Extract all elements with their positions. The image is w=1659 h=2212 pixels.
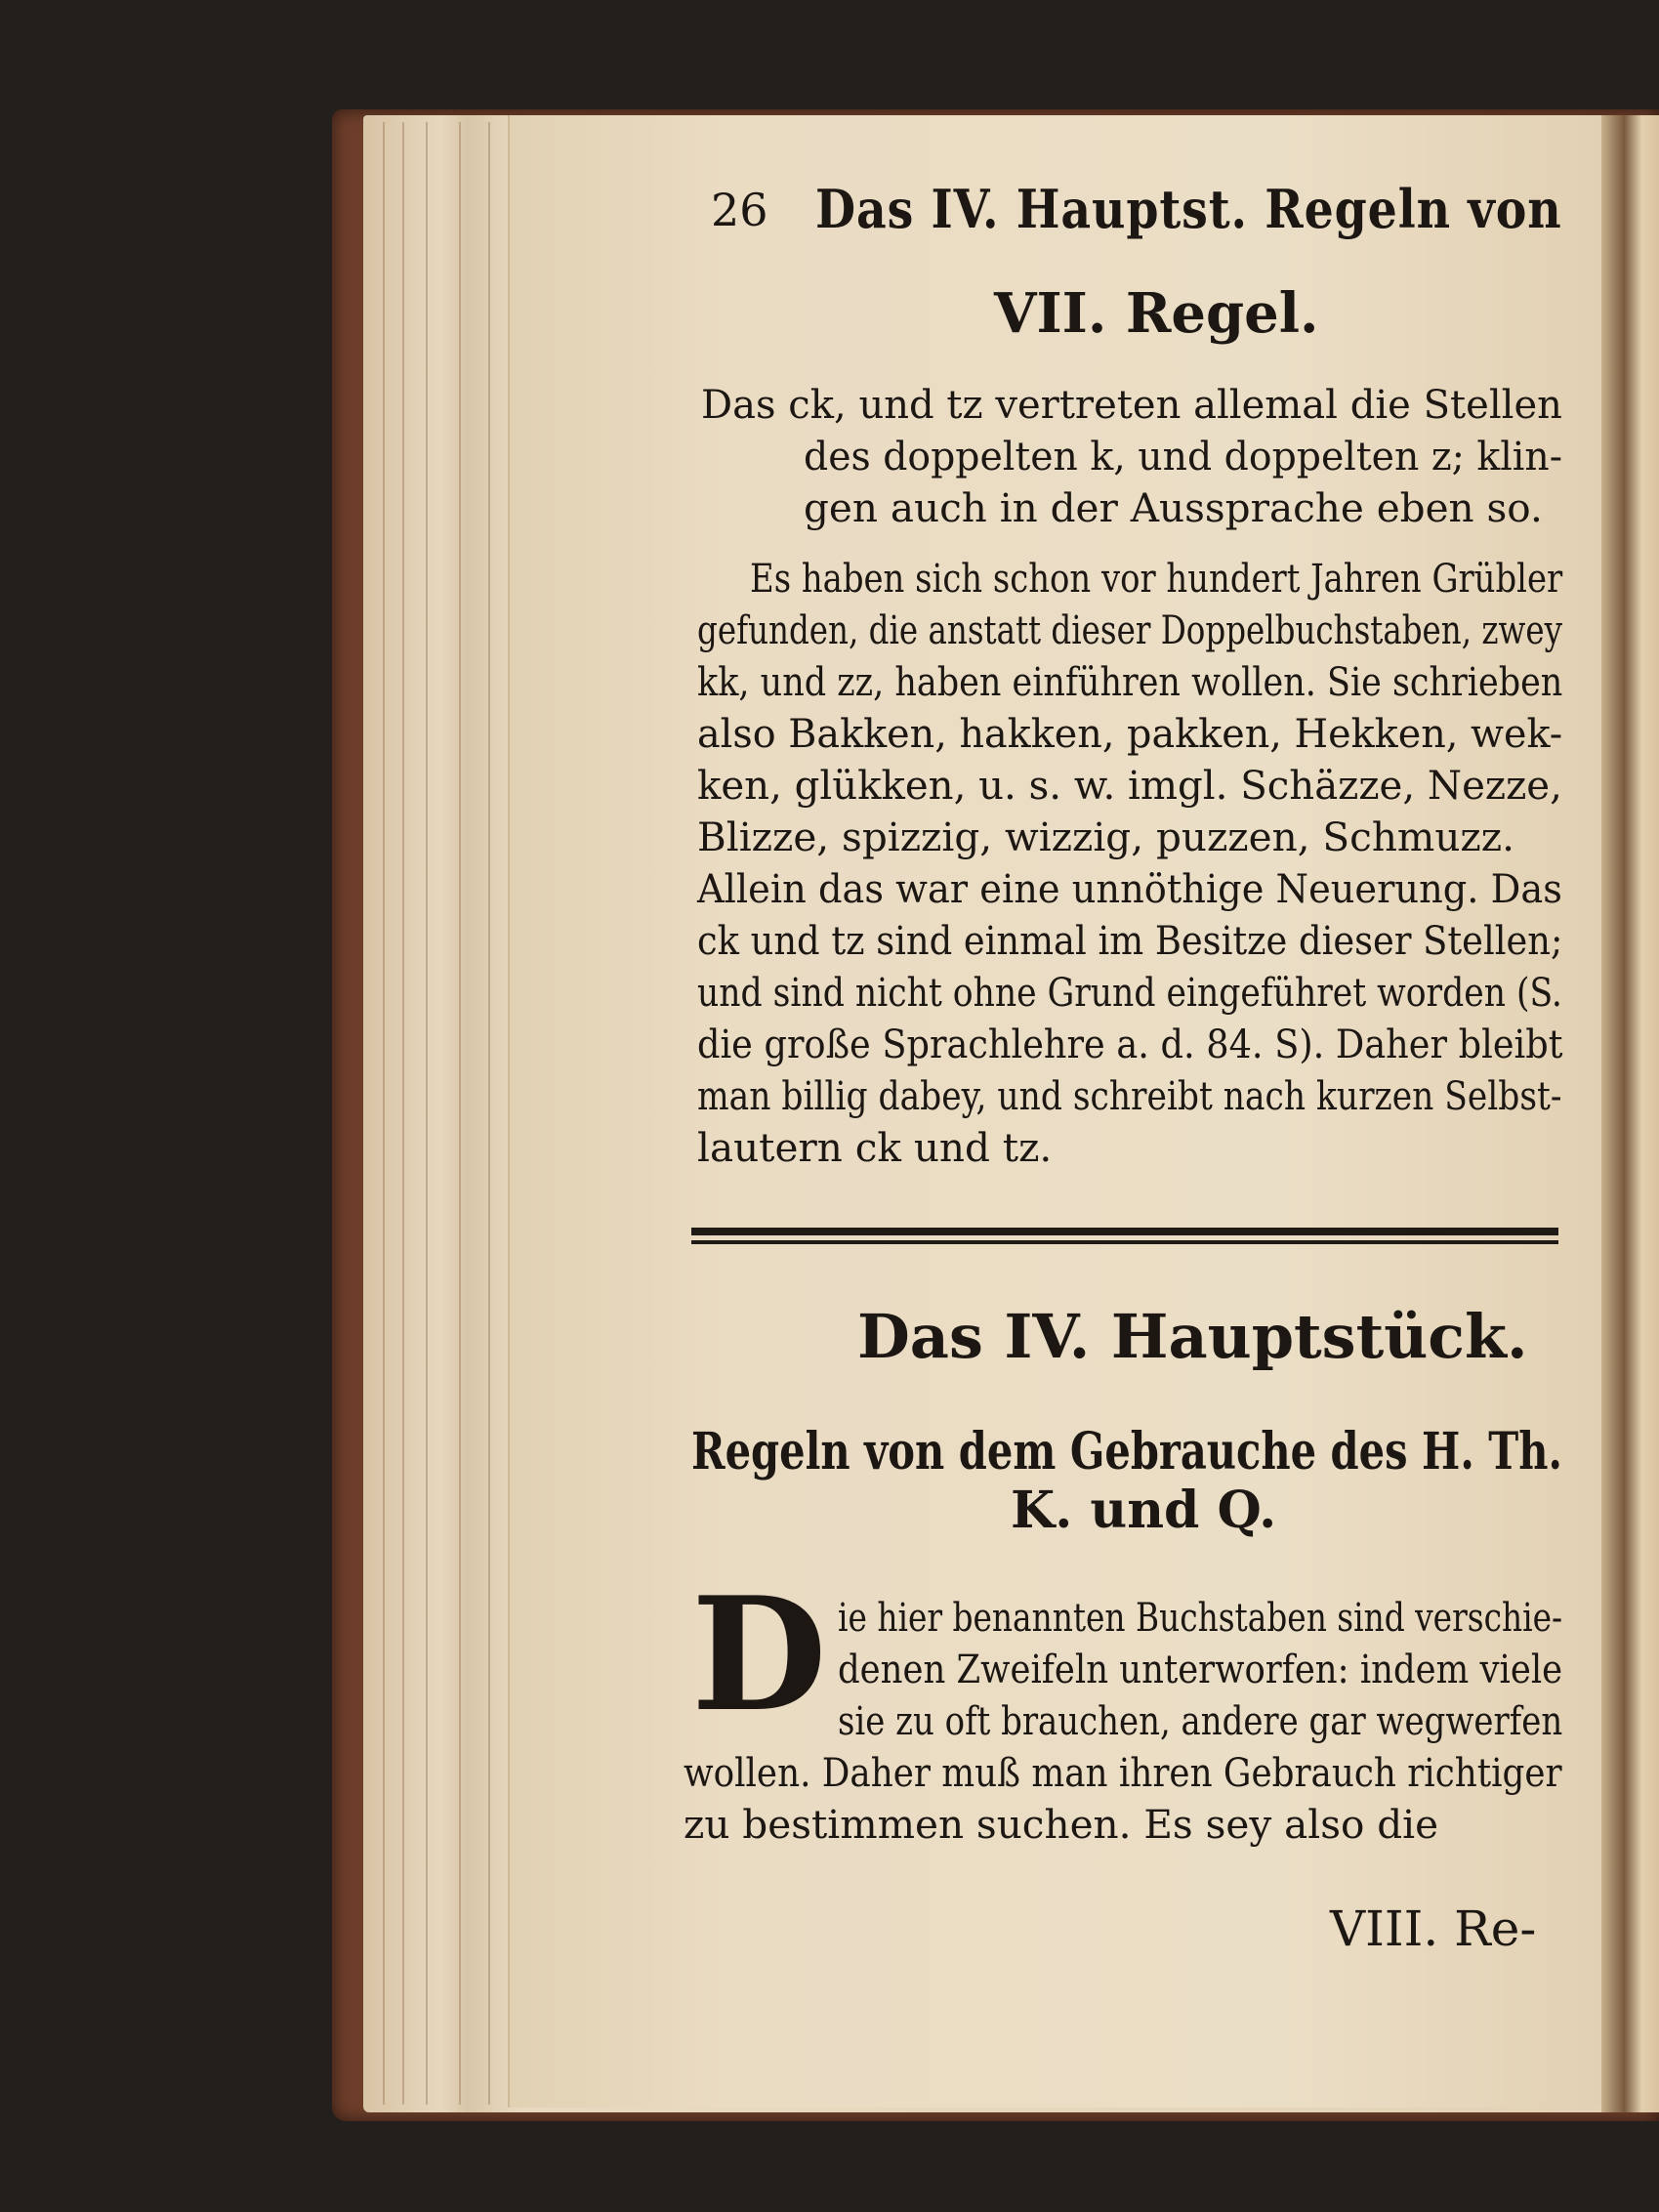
chapter-subtitle: Regeln von dem Gebrauche des H. Th. [691,1422,1562,1482]
rule-heading: VII. Regel. [994,281,1319,346]
paragraph-line: zu bestimmen suchen. Es sey also die [684,1801,1439,1848]
paragraph-line: die große Sprachlehre a. d. 84. S). Daher bleibt [697,1021,1563,1067]
page-edge [383,122,385,2105]
chapter-title: Das IV. Hauptstück. [857,1301,1528,1372]
paragraph-line: gefunden, die anstatt dieser Doppelbuchstaben, zwey [697,606,1563,653]
rule-statement-line: gen auch in der Aussprache eben so. [804,484,1543,531]
rule-statement-line: Das ck, und tz vertreten allemal die Stellen [701,381,1562,428]
paragraph-line: lautern ck und tz. [697,1124,1053,1171]
page-edge [459,122,461,2105]
paragraph-line: kk, und zz, haben einführen wollen. Sie schrieben [697,658,1563,705]
paragraph-line: Es haben sich schon vor hundert Jahren Grübler [750,555,1563,602]
paragraph-line: ken, glükken, u. s. w. imgl. Schäzze, Nezze, [697,762,1562,809]
chapter-subtitle: K. und Q. [1011,1481,1277,1540]
page-number: 26 [711,184,768,236]
catchword: VIII. Re- [1330,1900,1537,1957]
divider-thick-line [691,1228,1558,1235]
divider-thin-line [691,1240,1558,1244]
paragraph-line: sie zu oft brauchen, andere gar wegwerfen [838,1697,1563,1744]
running-title: Das IV. Hauptst. Regeln von [815,178,1562,240]
rule-statement-line: des doppelten k, und doppelten z; klin- [804,433,1563,480]
paragraph-line: also Bakken, hakken, pakken, Hekken, wek- [697,710,1563,757]
drop-cap: D [691,1563,827,1746]
book-gutter [1601,115,1659,2112]
page-edge [402,122,404,2105]
paragraph-line: man billig dabey, und schreibt nach kurzen Selbst- [697,1072,1562,1119]
paragraph-line: Allein das war eine unnöthige Neuerung. Das [697,865,1562,912]
page-edge [426,122,428,2105]
paragraph-line: wollen. Daher muß man ihren Gebrauch richtiger [684,1749,1562,1796]
paragraph-line: Blizze, spizzig, wizzig, puzzen, Schmuzz. [697,814,1514,860]
paragraph-line: denen Zweifeln unterworfen: indem viele [838,1646,1563,1692]
paragraph-line: ie hier benannten Buchstaben sind verschie- [838,1594,1563,1641]
page-edge [488,122,490,2105]
paragraph-line: ck und tz sind einmal im Besitze dieser Stellen; [697,917,1563,964]
section-divider [691,1228,1558,1249]
paragraph-line: und sind nicht ohne Grund eingeführet worden (S. [697,969,1562,1016]
